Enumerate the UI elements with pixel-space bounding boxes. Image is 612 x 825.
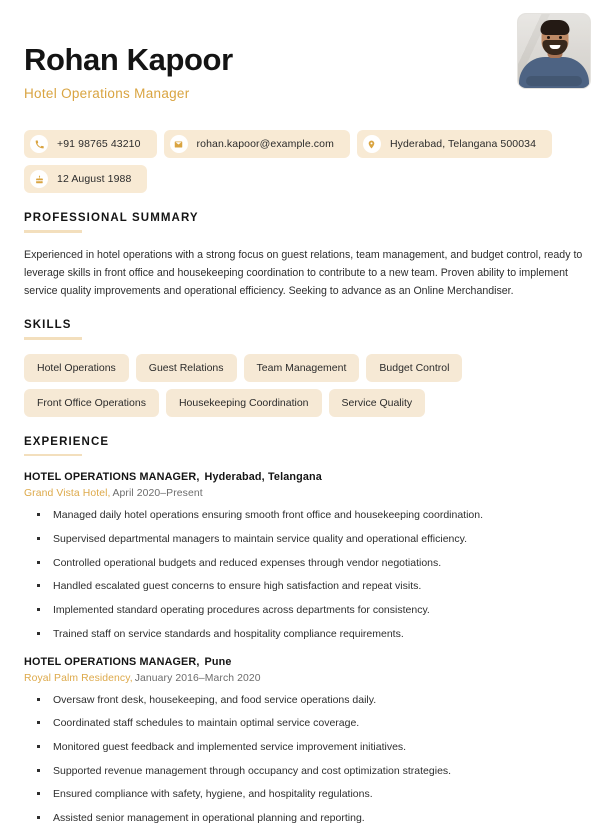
summary-heading: PROFESSIONAL SUMMARY: [24, 212, 199, 224]
contact-row-2: [24, 165, 588, 193]
contact-phone-text: +91 98765 43210: [57, 138, 141, 150]
job-bullet: Handled escalated guest concerns to ensure high satisfaction and repeat visits.: [24, 579, 588, 593]
skill-chip[interactable]: Front Office Operations: [24, 389, 159, 417]
job-bullet: Ensured compliance with safety, hygiene, and hospitality regulations.: [24, 787, 588, 801]
skills-heading-rule: [24, 337, 82, 340]
skill-chip[interactable]: Team Management: [244, 354, 360, 382]
contact-chip-email[interactable]: [164, 130, 350, 158]
job-company: Grand Vista Hotel,: [24, 488, 111, 500]
job-dates: January 2016–March 2020: [134, 672, 261, 684]
contact-chip-phone[interactable]: [24, 130, 157, 158]
job-bullet-list: [24, 508, 588, 641]
contact-birthdate-text: 12 August 1988: [57, 173, 132, 185]
job-title: HOTEL OPERATIONS MANAGER,: [24, 471, 200, 484]
job-location: Pune: [204, 655, 232, 668]
experience-heading: EXPERIENCE: [24, 435, 110, 448]
avatar: [518, 14, 590, 88]
job-title-line: [24, 656, 588, 668]
skill-chip[interactable]: Service Quality: [329, 389, 426, 417]
job-bullet: Controlled operational budgets and reduced expenses through vendor negotiations.: [24, 556, 588, 570]
phone-icon: [30, 135, 48, 153]
location-pin-icon: [363, 135, 381, 153]
experience-heading-rule: [24, 454, 82, 457]
resume-header: [0, 0, 612, 110]
contact-location-text: Hyderabad, Telangana 500034: [389, 138, 537, 150]
page-title: Rohan Kapoor: [24, 42, 233, 77]
job-location: Hyderabad, Telangana: [204, 471, 322, 484]
contact-chip-location[interactable]: [357, 130, 552, 158]
contact-email-text: rohan.kapoor@example.com: [196, 138, 334, 150]
section-experience: [0, 436, 612, 825]
section-skills: [0, 319, 612, 417]
job-bullet-list: [24, 693, 588, 825]
birthday-cake-icon: [30, 170, 48, 188]
experience-list: [24, 471, 588, 825]
job-bullet: Oversaw front desk, housekeeping, and food service operations daily.: [24, 693, 588, 707]
section-professional-summary: [0, 212, 612, 300]
avatar-arms: [526, 76, 582, 86]
experience-entry: [24, 656, 588, 825]
job-title-line: [24, 471, 588, 483]
skill-chip[interactable]: Guest Relations: [136, 354, 237, 382]
contact-chip-birthdate[interactable]: [24, 165, 147, 193]
job-bullet: Supported revenue management through occupancy and cost optimization strategies.: [24, 764, 588, 778]
avatar-eye-left: [547, 36, 550, 39]
header-job-title: Hotel Operations Manager: [24, 85, 190, 101]
job-company-line: [24, 673, 588, 684]
job-company: Royal Palm Residency,: [24, 672, 133, 684]
avatar-eye-right: [559, 36, 562, 39]
envelope-icon: [170, 135, 188, 153]
contact-row-1: [24, 130, 588, 158]
job-title: HOTEL OPERATIONS MANAGER,: [24, 655, 200, 668]
summary-heading-rule: [24, 230, 82, 233]
job-company-line: [24, 488, 588, 499]
job-bullet: Monitored guest feedback and implemented service improvement initiatives.: [24, 740, 588, 754]
summary-text: Experienced in hotel operations with a strong focus on guest relations, team management, and budget control, ready to leverage skills in front office and housekeeping coordination to contribute to a new team. Proven ability to implement service quality improvements and operational efficiency. Seeking to advance as an Online Merchandiser.: [24, 248, 583, 297]
contact-info: [0, 130, 612, 193]
skill-chip[interactable]: Budget Control: [366, 354, 462, 382]
job-bullet: Trained staff on service standards and hospitality compliance requirements.: [24, 627, 588, 641]
experience-entry: [24, 471, 588, 641]
skill-chip[interactable]: Housekeeping Coordination: [166, 389, 322, 417]
job-bullet: Assisted senior management in operational planning and reporting.: [24, 811, 588, 825]
job-dates: April 2020–Present: [112, 488, 203, 500]
job-bullet: Supervised departmental managers to maintain service quality and operational efficiency.: [24, 532, 588, 546]
job-bullet: Coordinated staff schedules to maintain optimal service coverage.: [24, 716, 588, 730]
skill-chip[interactable]: Hotel Operations: [24, 354, 129, 382]
avatar-hair: [541, 20, 570, 35]
job-bullet: Managed daily hotel operations ensuring smooth front office and housekeeping coordination.: [24, 508, 588, 522]
job-bullet: Implemented standard operating procedures across departments for consistency.: [24, 603, 588, 617]
skills-heading: SKILLS: [24, 319, 72, 332]
skills-list: [24, 354, 588, 417]
